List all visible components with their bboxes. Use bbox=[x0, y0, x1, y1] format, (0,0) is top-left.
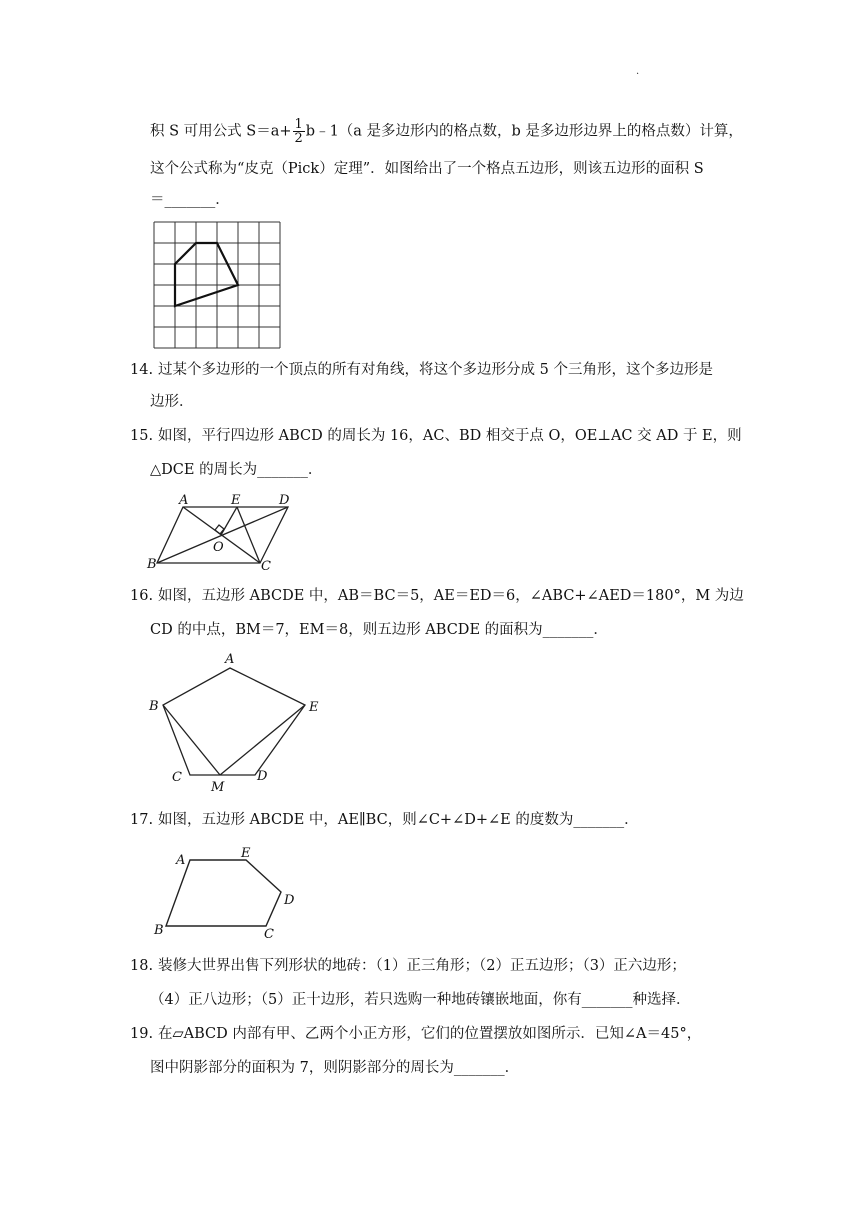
label-a: A bbox=[225, 652, 235, 667]
q19-line-1: 在▱ABCD 内部有甲、乙两个小正方形，它们的位置摆放如图所示．已知∠A＝45°， bbox=[158, 1026, 702, 1042]
label-a: A bbox=[176, 853, 186, 868]
label-a: A bbox=[179, 493, 189, 508]
q13-line-3: ＝_______． bbox=[150, 192, 230, 208]
q16-line-1: 如图，五边形 ABCDE 中，AB＝BC＝5，AE＝ED＝6，∠ABC+∠AED＝180°，M 为边 bbox=[158, 588, 744, 604]
q15-number: 15. bbox=[130, 428, 154, 444]
q13-line-1 bbox=[150, 118, 743, 145]
label-e: E bbox=[309, 700, 319, 715]
header-mark: . bbox=[636, 66, 640, 77]
label-c: C bbox=[172, 770, 182, 785]
q17-number: 17. bbox=[130, 812, 154, 828]
q13-line-2: 这个公式称为“皮克（Pick）定理”．如图给出了一个格点五边形，则该五边形的面积 S bbox=[150, 161, 704, 177]
segment-oe bbox=[221, 507, 237, 535]
q19-number: 19. bbox=[130, 1026, 154, 1042]
q14-line-2: 边形． bbox=[150, 394, 194, 410]
q19-line-2: 图中阴影部分的面积为 7，则阴影部分的周长为_______． bbox=[150, 1060, 520, 1076]
label-c: C bbox=[264, 927, 274, 942]
q16-number: 16. bbox=[130, 588, 154, 604]
lattice-pentagon bbox=[175, 243, 238, 306]
q15-line-1: 如图，平行四边形 ABCD 的周长为 16，AC、BD 相交于点 O，OE⊥AC 交 AD 于 E，则 bbox=[158, 428, 742, 444]
label-m: M bbox=[211, 780, 225, 795]
label-e: E bbox=[231, 493, 241, 508]
q18-line-2: （4）正八边形；（5）正十边形，若只选购一种地砖镶嵌地面，你有_______种选择． bbox=[150, 992, 691, 1008]
q13-line-1-post: b﹣1（a 是多边形内的格点数，b 是多边形边界上的格点数）计算， bbox=[305, 123, 743, 140]
label-e: E bbox=[241, 846, 251, 861]
q17-pentagon-figure bbox=[148, 840, 303, 942]
label-b: B bbox=[149, 699, 159, 714]
q14-number: 14. bbox=[130, 362, 154, 378]
q13-fraction: $\frac{1}{2}$ bbox=[294, 117, 303, 146]
segment-bm bbox=[163, 705, 220, 775]
q17-line-1: 如图，五边形 ABCDE 中，AE∥BC，则∠C+∠D+∠E 的度数为_______． bbox=[158, 812, 639, 828]
q16-pentagon-figure bbox=[145, 650, 330, 798]
q13-lattice-figure bbox=[152, 220, 284, 350]
q18-line-1: 装修大世界出售下列形状的地砖：（1）正三角形；（2）正五边形；（3）正六边形； bbox=[158, 958, 686, 974]
lattice-grid bbox=[154, 222, 280, 348]
q14-line-1: 过某个多边形的一个顶点的所有对角线，将这个多边形分成 5 个三角形，这个多边形是 bbox=[158, 362, 713, 378]
label-d: D bbox=[257, 769, 268, 784]
label-b: B bbox=[147, 557, 157, 572]
label-b: B bbox=[154, 923, 164, 938]
label-o: O bbox=[213, 540, 224, 555]
q18-number: 18. bbox=[130, 958, 154, 974]
pentagon-abcde bbox=[166, 860, 281, 926]
q15-line-2: △DCE 的周长为_______． bbox=[150, 462, 323, 478]
q15-parallelogram-figure bbox=[145, 490, 305, 572]
label-d: D bbox=[279, 493, 290, 508]
label-d: D bbox=[284, 893, 295, 908]
pentagon-abcde bbox=[163, 668, 305, 775]
q13-line-1-pre: 积 S 可用公式 S＝a+ bbox=[150, 123, 292, 140]
label-c: C bbox=[261, 559, 271, 572]
q16-line-2: CD 的中点，BM＝7，EM＝8，则五边形 ABCDE 的面积为_______． bbox=[150, 622, 608, 638]
